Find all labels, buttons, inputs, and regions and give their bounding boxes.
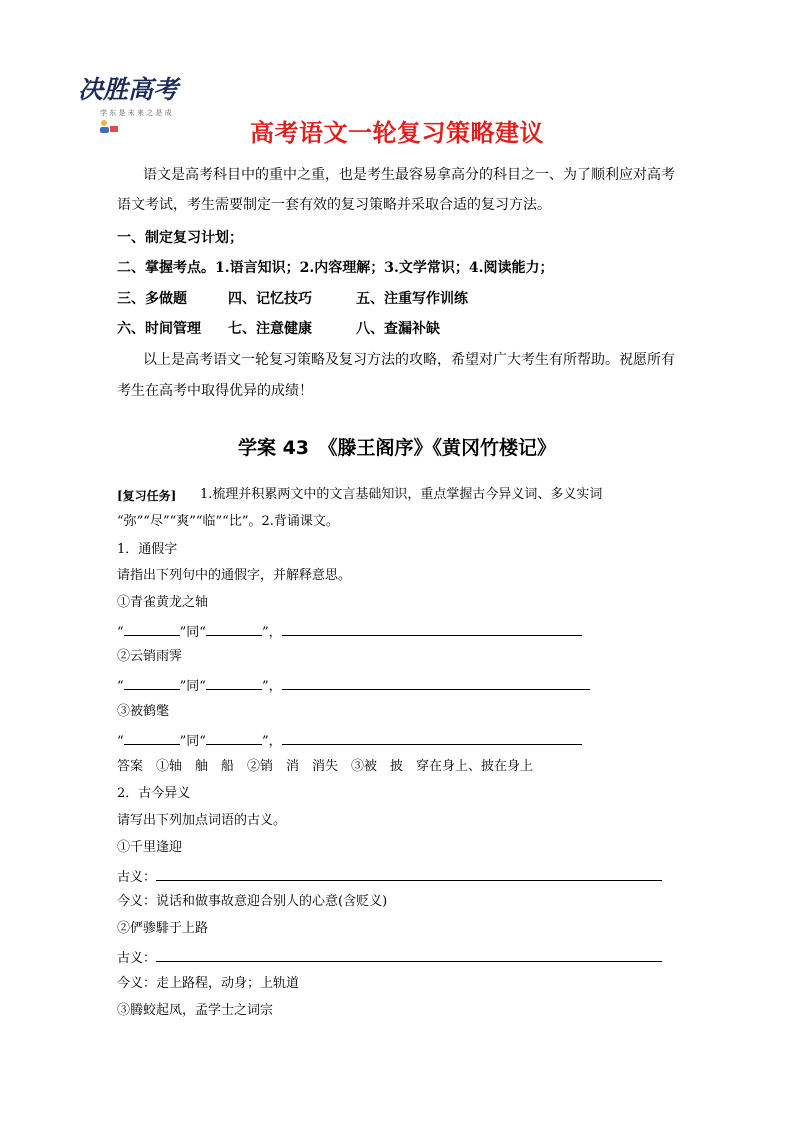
question-phrase: ①千里逢迎	[117, 840, 183, 855]
strategy-item-8: 八、查漏补缺	[356, 321, 440, 337]
section-heading: 2．古今异义	[117, 786, 191, 801]
answer-blank[interactable]	[282, 675, 590, 690]
quote-close: ”，	[261, 679, 282, 694]
quote-close: ”，	[261, 734, 282, 749]
fill-blank-row	[117, 621, 582, 642]
section-instruction: 请指出下列句中的通假字，并解释意思。	[117, 568, 352, 583]
strategy-item-2: 二、掌握考点。1.语言知识；2.内容理解；3.文学常识；4.阅读能力；	[117, 260, 554, 276]
task-line2: “弥”“尽”“爽”“临”“比”。2.背诵课文。	[117, 514, 339, 529]
answer-key: 答案 ①轴 舳 船 ②销 消 消失 ③被 披 穿在身上、披在身上	[117, 759, 534, 774]
page-title: 高考语文一轮复习策略建议	[250, 119, 544, 147]
section-heading: 1．通假字	[117, 542, 178, 557]
quote-close: ”，	[261, 625, 282, 640]
ancient-meaning-label: 古义：	[117, 870, 157, 885]
answer-blank[interactable]	[156, 866, 662, 881]
quote-mid: ”同“	[179, 625, 206, 640]
question-sentence: ②云销雨霁	[117, 649, 183, 664]
question-sentence: ①青雀黄龙之轴	[117, 595, 209, 610]
question-phrase: ②俨骖騑于上路	[117, 921, 209, 936]
fill-blank-row	[117, 675, 590, 696]
quote-open: “	[117, 679, 124, 694]
closing-paragraph-line1: 以上是高考语文一轮复习策略及复习方法的攻略，希望对广大考生有所帮助。祝愿所有	[143, 352, 675, 368]
ancient-meaning-label: 古义：	[117, 951, 157, 966]
intro-paragraph-line2: 语文考试，考生需要制定一套有效的复习策略并采取合适的复习方法。	[117, 197, 551, 213]
strategy-item-4: 四、记忆技巧	[228, 291, 312, 307]
quote-open: “	[117, 734, 124, 749]
modern-meaning: 今义：走上路程，动身；上轨道	[117, 976, 300, 991]
answer-blank[interactable]	[282, 730, 582, 745]
strategy-item-1: 一、制定复习计划；	[117, 230, 243, 246]
answer-blank[interactable]	[282, 621, 582, 636]
strategy-item-3: 三、多做题	[117, 291, 187, 307]
ancient-meaning-row	[117, 947, 662, 968]
modern-meaning: 今义：说话和做事故意迎合别人的心意(含贬义)	[117, 894, 388, 909]
answer-blank[interactable]	[206, 675, 262, 690]
ancient-meaning-row	[117, 866, 662, 887]
fill-blank-row	[117, 730, 582, 751]
answer-blank[interactable]	[124, 730, 180, 745]
closing-paragraph-line2: 考生在高考中取得优异的成绩！	[117, 383, 313, 399]
lesson-title: 学案 43 《滕王阁序》《黄冈竹楼记》	[237, 437, 557, 459]
strategy-item-7: 七、注意健康	[228, 321, 312, 337]
question-phrase: ③腾蛟起凤，孟学士之词宗	[117, 1003, 274, 1018]
answer-blank[interactable]	[124, 675, 180, 690]
intro-paragraph-line1: 语文是高考科目中的重中之重，也是考生最容易拿高分的科目之一、为了顺利应对高考	[143, 167, 675, 183]
answer-blank[interactable]	[124, 621, 180, 636]
answer-blank[interactable]	[156, 947, 662, 962]
answer-blank[interactable]	[206, 730, 262, 745]
strategy-item-5: 五、注重写作训练	[356, 291, 468, 307]
logo-brand-text: 决胜高考	[78, 75, 179, 104]
strategy-item-6: 六、时间管理	[117, 321, 201, 337]
quote-open: “	[117, 625, 124, 640]
task-label: [复习任务]	[117, 489, 177, 503]
answer-blank[interactable]	[206, 621, 262, 636]
quote-mid: ”同“	[179, 679, 206, 694]
task-line1: 1.梳理并积累两文中的文言基础知识，重点掌握古今异义词、多义实词	[200, 487, 603, 502]
quote-mid: ”同“	[179, 734, 206, 749]
question-sentence: ③被鹤氅	[117, 704, 170, 719]
logo-subtext: 学 东 是 未 来 之 是 成	[100, 109, 172, 117]
section-instruction: 请写出下列加点词语的古义。	[117, 813, 287, 828]
